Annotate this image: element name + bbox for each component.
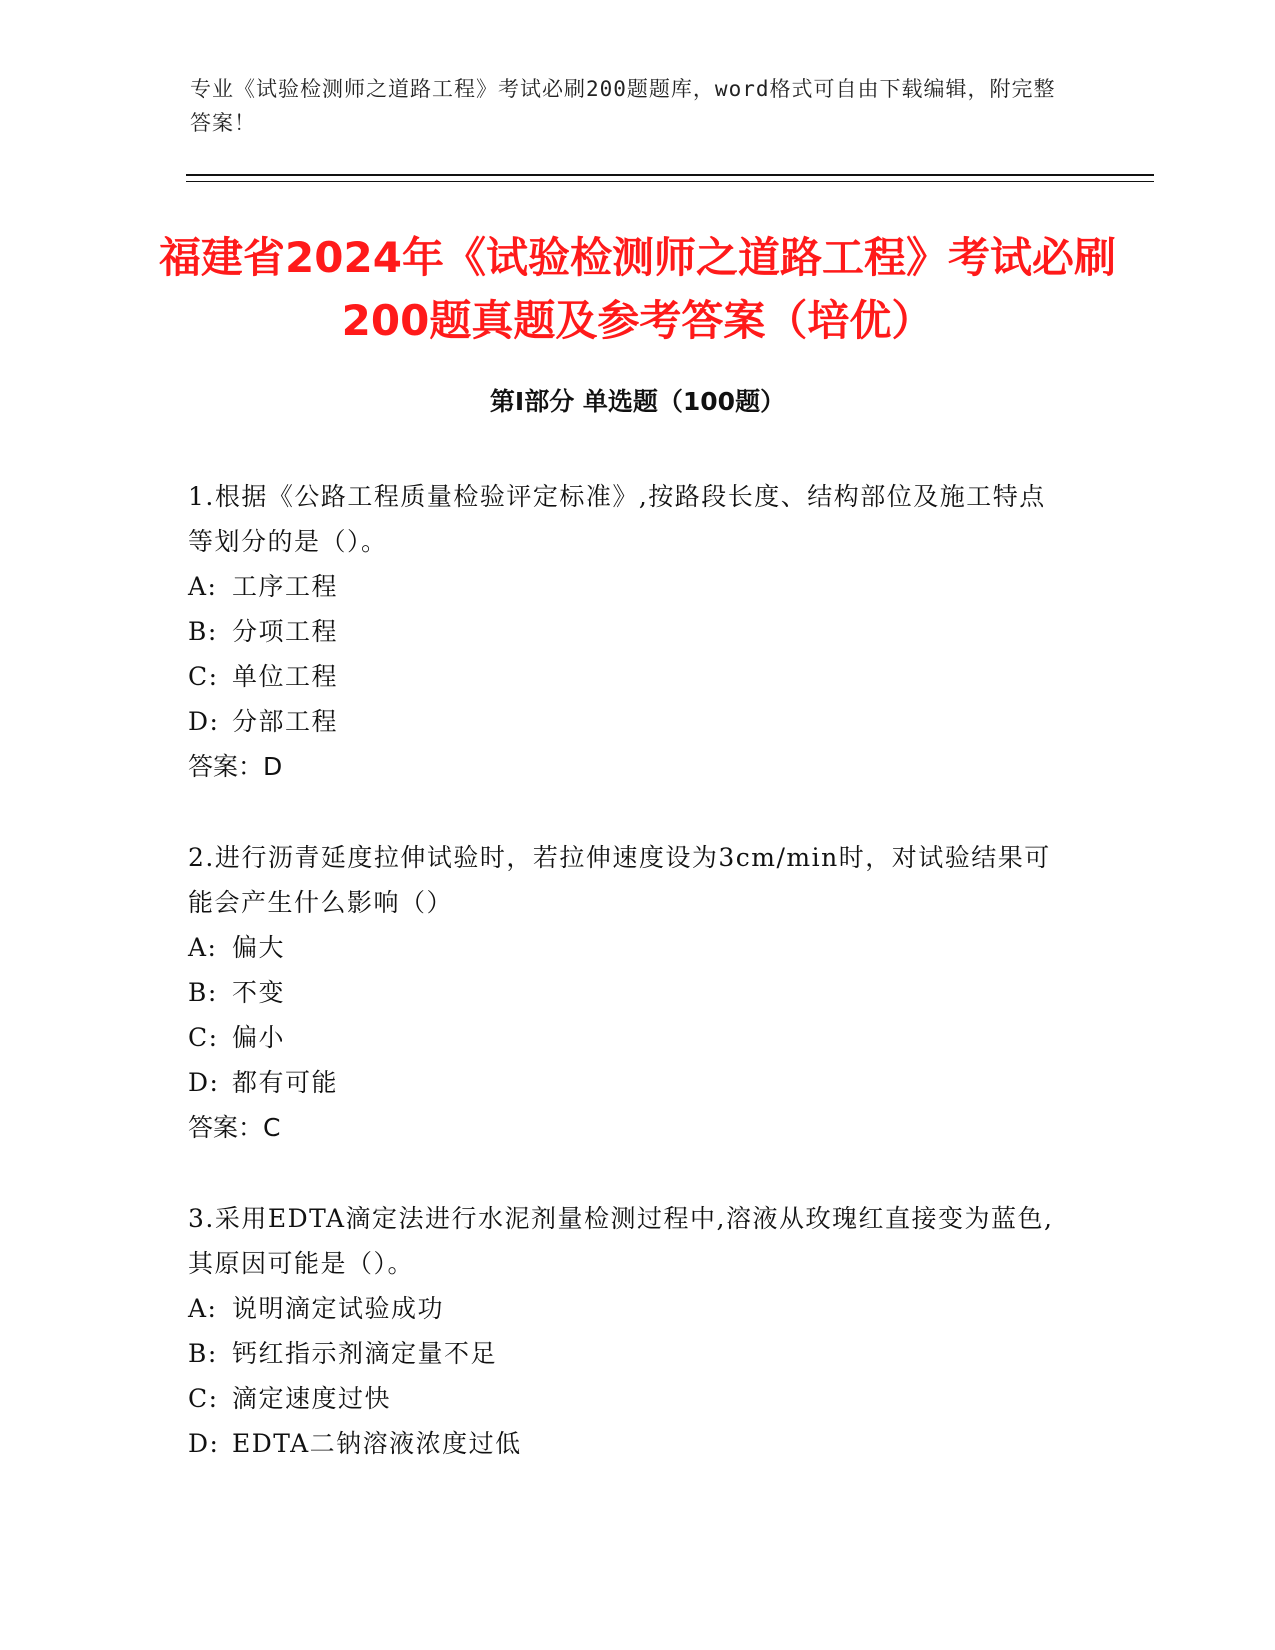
option-text: 都有可能 (232, 1068, 339, 1097)
option-b (188, 609, 1068, 654)
option-a (188, 1286, 1068, 1331)
option-text: 分部工程 (232, 707, 339, 736)
question-3 (188, 1196, 1068, 1466)
option-text: 偏小 (232, 1023, 286, 1052)
option-key: B: (188, 978, 218, 1007)
option-text: EDTA二钠溶液浓度过低 (232, 1429, 522, 1458)
option-b (188, 970, 1068, 1015)
question-stem: 1.根据《公路工程质量检验评定标准》,按路段长度、结构部位及施工特点等划分的是（）。 (188, 482, 1046, 556)
option-text: 偏大 (232, 933, 286, 962)
option-a (188, 925, 1068, 970)
option-d (188, 1060, 1068, 1105)
option-key: D: (188, 1429, 220, 1458)
header-rule-thick (186, 174, 1154, 176)
option-key: A: (188, 1294, 218, 1323)
header-rule-thin (186, 181, 1154, 182)
option-a (188, 564, 1068, 609)
option-key: C: (188, 1023, 219, 1052)
option-c (188, 654, 1068, 699)
option-text: 说明滴定试验成功 (232, 1294, 445, 1323)
option-text: 工序工程 (232, 572, 339, 601)
option-text: 分项工程 (232, 617, 339, 646)
option-c (188, 1015, 1068, 1060)
header-note: 专业《试验检测师之道路工程》考试必刷200题题库，word格式可自由下载编辑，附完整答案！ (190, 77, 1056, 135)
option-key: A: (188, 933, 218, 962)
question-list (188, 474, 1068, 1512)
question-stem: 3.采用EDTA滴定法进行水泥剂量检测过程中,溶液从玫瑰红直接变为蓝色,其原因可能是（）。 (188, 1204, 1054, 1278)
question-2 (188, 835, 1068, 1150)
option-key: B: (188, 1339, 218, 1368)
document-title: 福建省2024年《试验检测师之道路工程》考试必刷200题真题及参考答案（培优） (159, 233, 1116, 345)
option-key: B: (188, 617, 218, 646)
option-key: C: (188, 1384, 219, 1413)
option-key: D: (188, 707, 220, 736)
option-d (188, 699, 1068, 744)
question-1 (188, 474, 1068, 789)
option-text: 单位工程 (232, 662, 339, 691)
answer-line: 答案：C (188, 1113, 281, 1142)
option-text: 不变 (232, 978, 286, 1007)
option-b (188, 1331, 1068, 1376)
answer-line: 答案：D (188, 752, 283, 781)
option-text: 滴定速度过快 (232, 1384, 392, 1413)
section-title: 第Ⅰ部分 单选题（100题） (489, 387, 786, 416)
question-stem: 2.进行沥青延度拉伸试验时，若拉伸速度设为3cm/min时，对试验结果可能会产生什么影响（） (188, 843, 1051, 917)
option-d (188, 1421, 1068, 1466)
option-key: D: (188, 1068, 220, 1097)
option-key: A: (188, 572, 218, 601)
option-c (188, 1376, 1068, 1421)
option-key: C: (188, 662, 219, 691)
option-text: 钙红指示剂滴定量不足 (232, 1339, 498, 1368)
